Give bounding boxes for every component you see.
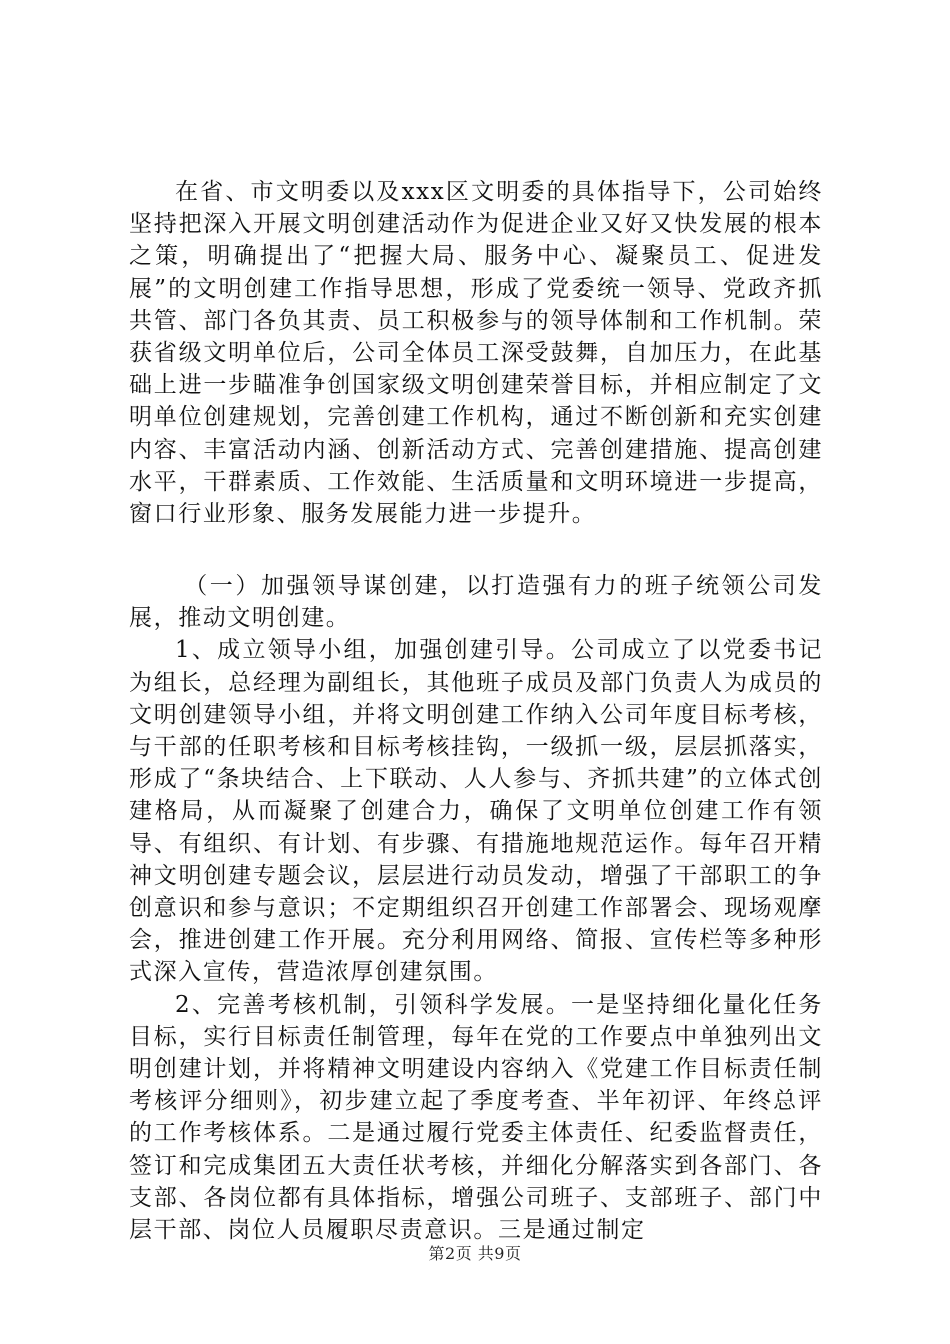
page-indicator: 第2页 共9页 [428, 1244, 522, 1263]
item-1-paragraph: 1、成立领导小组，加强创建引导。公司成立了以党委书记为组长，总经理为副组长，其他班子成员及部门负责人为成员的文明创建领导小组，并将文明创建工作纳入公司年度目标考核，与干部的任职考核和目标考核挂钩，一级抓一级，层层抓落实，形成了“条块结合、上下联动、人人参与、齐抓共建”的立体式创建格局，从而凝聚了创建合力，确保了文明单位创建工作有领导、有组织、有计划、有步骤、有措施地规范运作。每年召开精神文明创建专题会议，层层进行动员发动，增强了干部职工的争创意识和参与意识；不定期组织召开创建工作部署会、现场观摩会，推进创建工作开展。充分利用网络、简报、宣传栏等多种形式深入宣传，营造浓厚创建氛围。 [129, 637, 823, 986]
page-footer [0, 1244, 950, 1264]
item-2-paragraph: 2、完善考核机制，引领科学发展。一是坚持细化量化任务目标，实行目标责任制管理，每年在党的工作要点中单独列出文明创建计划，并将精神文明建设内容纳入《党建工作目标责任制考核评分细则》，初步建立起了季度考查、半年初评、年终总评的工作考核体系。二是通过履行党委主体责任、纪委监督责任，签订和完成集团五大责任状考核，并细化分解落实到各部门、各支部、各岗位都有具体指标，增强公司班子、支部班子、部门中层干部、岗位人员履职尽责意识。三是通过制定 [129, 991, 823, 1244]
section-heading: （一）加强领导谋创建，以打造强有力的班子统领公司发展，推动文明创建。 [129, 573, 823, 632]
intro-section [129, 176, 823, 530]
intro-paragraph: 在省、市文明委以及xxx区文明委的具体指导下，公司始终坚持把深入开展文明创建活动作为促进企业又好又快发展的根本之策，明确提出了“把握大局、服务中心、凝聚员工、促进发展”的文明创建工作指导思想，形成了党委统一领导、党政齐抓共管、部门各负其责、员工积极参与的领导体制和工作机制。荣获省级文明单位后，公司全体员工深受鼓舞，自加压力，在此基础上进一步瞄准争创国家级文明创建荣誉目标，并相应制定了文明单位创建规划，完善创建工作机构，通过不断创新和充实创建内容、丰富活动内涵、创新活动方式、完善创建措施、提高创建水平，干群素质、工作效能、生活质量和文明环境进一步提高，窗口行业形象、服务发展能力进一步提升。 [129, 179, 823, 528]
leadership-section [129, 570, 823, 1246]
